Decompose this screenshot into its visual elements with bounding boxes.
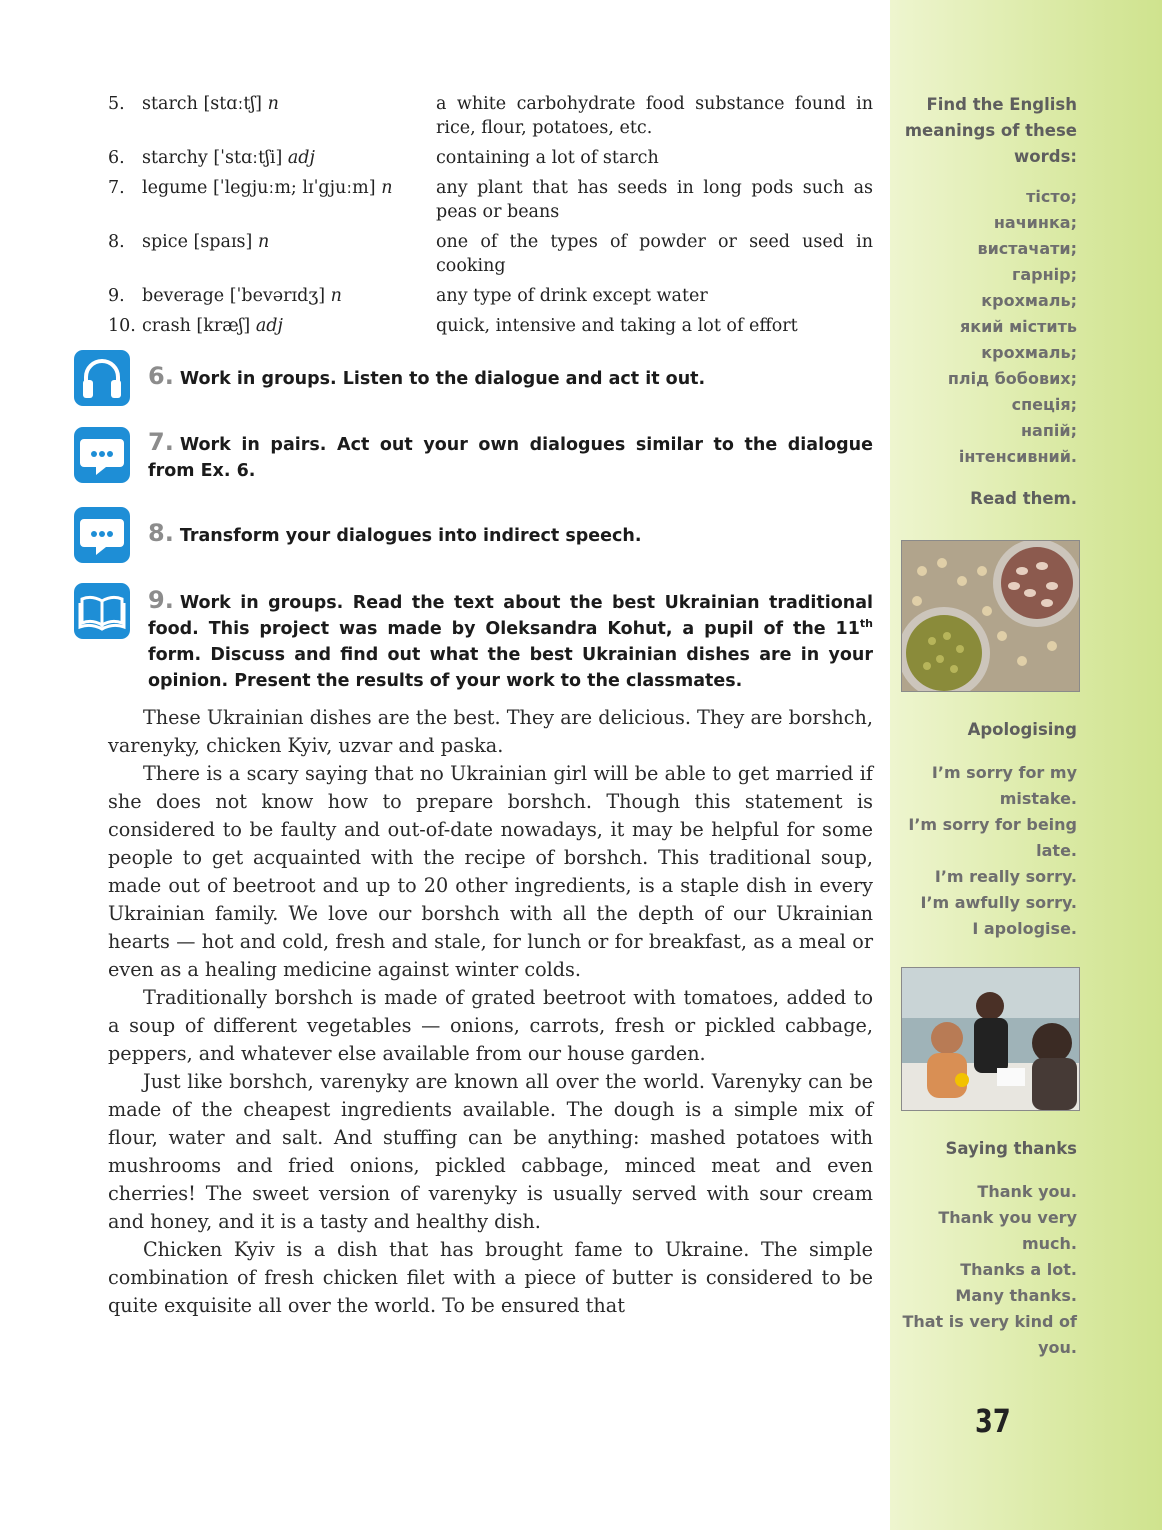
- open-book-icon[interactable]: [74, 583, 130, 639]
- vocab-item: [108, 92, 873, 140]
- vocab-definition: containing a lot of starch: [436, 148, 659, 168]
- sidebar-word: спеція;: [1011, 395, 1077, 414]
- thanks-line: Many thanks.: [955, 1286, 1077, 1305]
- vocab-number: 5.: [108, 94, 125, 114]
- exercise-6: [148, 363, 873, 392]
- sidebar-word: тісто;: [1026, 187, 1077, 206]
- vocab-number: 6.: [108, 148, 125, 168]
- exercise-number: 7.: [148, 428, 174, 456]
- exercise-8: [148, 520, 873, 549]
- exercise-7: [148, 429, 873, 484]
- sidebar-word: начинка;: [993, 213, 1077, 232]
- beans-illustration: [902, 541, 1079, 691]
- vocab-definition: one of the types of powder or seed used in cooking: [436, 232, 873, 276]
- vocab-number: 7.: [108, 178, 125, 198]
- sidebar-word: який містить: [959, 317, 1077, 336]
- apologising-line: late.: [1036, 841, 1077, 860]
- vocab-number: 8.: [108, 232, 125, 252]
- page-number: 37: [975, 1402, 1011, 1440]
- sidebar-word: напій;: [1021, 421, 1077, 440]
- vocab-number: 9.: [108, 286, 125, 306]
- vocab-item: [108, 284, 873, 308]
- cafe-photo: [901, 967, 1080, 1111]
- exercise-text: form. Discuss and find out what the best Ukrainian dishes are in your opinion. Present the results of your work to the classmates.: [148, 645, 873, 691]
- vocab-term: crash [kræʃ] adj: [142, 316, 283, 336]
- exercise-number: 6.: [148, 362, 174, 390]
- paragraph: Chicken Kyiv is a dish that has brought fame to Ukraine. The simple combination of fresh chicken filet with a piece of butter is considered to be quite exquisite all over the world. To be ensured that: [108, 1238, 873, 1317]
- apologising-title: Apologising: [967, 720, 1077, 739]
- vocab-item: [108, 176, 873, 224]
- vocab-term: beverage [ˈbevərɪdʒ] n: [142, 286, 342, 306]
- sidebar-word: інтенсивний.: [958, 447, 1077, 466]
- beans-photo: [901, 540, 1080, 692]
- exercise-text: Work in groups. Listen to the dialogue and act it out.: [179, 369, 706, 389]
- exercise-text: Work in pairs. Act out your own dialogues similar to the dialogue from Ex. 6.: [148, 435, 873, 481]
- thanks-list: [847, 1179, 1077, 1361]
- apologising-line: I’m awfully sorry.: [920, 893, 1077, 912]
- vocab-term: starchy [ˈstɑːtʃi] adj: [142, 148, 315, 168]
- reading-text: [108, 704, 873, 1320]
- apologising-list: [857, 760, 1077, 942]
- vocab-definition: any type of drink except water: [436, 286, 708, 306]
- sidebar-word: крохмаль;: [981, 291, 1077, 310]
- speech-bubble-icon[interactable]: [74, 427, 130, 483]
- thanks-line: Thanks a lot.: [960, 1260, 1077, 1279]
- cafe-illustration: [902, 968, 1079, 1110]
- sidebar-vocab-task: [877, 92, 1077, 512]
- exercise-text: Work in groups. Read the text about the best Ukrainian traditional food. This project was made by Oleksandra Kohut, a pupil of the 11: [148, 593, 873, 639]
- vocab-term: spice [spaɪs] n: [142, 232, 270, 252]
- apologising-line: I’m sorry for being: [908, 815, 1077, 834]
- vocab-definition: a white carbohydrate food substance found in rice, flour, potatoes, etc.: [436, 94, 873, 138]
- vocab-definition: quick, intensive and taking a lot of effort: [436, 316, 798, 336]
- paragraph: There is a scary saying that no Ukrainian girl will be able to get married if she does not know how to prepare borshch. Though this statement is considered to be faulty and out-of-date nowadays, it may be helpful for some people to get acquainted with the recipe of borshch. This traditional soup, made out of beetroot and up to 20 other ingredients, is a staple dish in every Ukrainian family. We love our borshch with all the depth of our Ukrainian hearts — hot and cold, fresh and stale, for lunch or for breakfast, as a meal or even as a healing medicine against winter colds.: [108, 762, 873, 981]
- vocab-item: [108, 314, 873, 338]
- vocab-item: [108, 146, 873, 170]
- speech-bubble-icon[interactable]: [74, 507, 130, 563]
- thanks-line: Thank you.: [977, 1182, 1077, 1201]
- paragraph: Traditionally borshch is made of grated beetroot with tomatoes, added to a soup of different vegetables — onions, carrots, fresh or pickled cabbage, peppers, and whatever else available from our house garden.: [108, 986, 873, 1065]
- apologising-line: mistake.: [999, 789, 1077, 808]
- paragraph: Just like borshch, varenyky are known all over the world. Varenyky can be made of the cheapest ingredients available. The dough is a simple mix of flour, water and salt. And stuffing can be anything: mashed potatoes with mushrooms and fried onions, pickled cabbage, minced meat and even cherries! The sweet version of varenyky is usually served with sour cream and honey, and it is a tasty and healthy dish.: [108, 1070, 873, 1233]
- thanks-line: That is very kind of: [902, 1312, 1077, 1331]
- thanks-title: Saying thanks: [945, 1139, 1077, 1158]
- sidebar-word: вистачати;: [977, 239, 1077, 258]
- sidebar-thanks: [847, 1136, 1077, 1361]
- apologising-line: I apologise.: [972, 919, 1077, 938]
- apologising-line: I’m really sorry.: [934, 867, 1077, 886]
- exercise-9: [148, 587, 873, 694]
- vocabulary-list: [108, 92, 873, 344]
- apologising-line: I’m sorry for my: [931, 763, 1077, 782]
- exercise-text: Transform your dialogues into indirect speech.: [179, 526, 642, 546]
- thanks-line: Thank you very: [938, 1208, 1077, 1227]
- exercise-number: 9.: [148, 586, 174, 614]
- thanks-line: much.: [1021, 1234, 1077, 1253]
- vocab-definition: any plant that has seeds in long pods such as peas or beans: [436, 178, 873, 222]
- vocab-term: starch [stɑːtʃ] n: [142, 94, 279, 114]
- vocab-term: legume [ˈlegjuːm; lɪˈgjuːm] n: [142, 178, 393, 198]
- superscript: th: [859, 617, 873, 631]
- thanks-line: you.: [1038, 1338, 1077, 1357]
- sidebar-word: гарнір;: [1012, 265, 1077, 284]
- sidebar-word: плід бобових;: [947, 369, 1077, 388]
- headphones-icon[interactable]: [74, 350, 130, 406]
- vocab-number: 10.: [108, 316, 136, 336]
- sidebar-apologising: [857, 717, 1077, 942]
- vocab-item: [108, 230, 873, 278]
- sidebar-word: крохмаль;: [981, 343, 1077, 362]
- sidebar-find-title: Find the English meanings of these words:: [904, 95, 1077, 166]
- sidebar-read-them: Read them.: [970, 489, 1077, 508]
- exercise-number: 8.: [148, 519, 174, 547]
- sidebar-word-list: [877, 184, 1077, 470]
- paragraph: These Ukrainian dishes are the best. They are delicious. They are borshch, varenyky, chicken Kyiv, uzvar and paska.: [108, 706, 873, 757]
